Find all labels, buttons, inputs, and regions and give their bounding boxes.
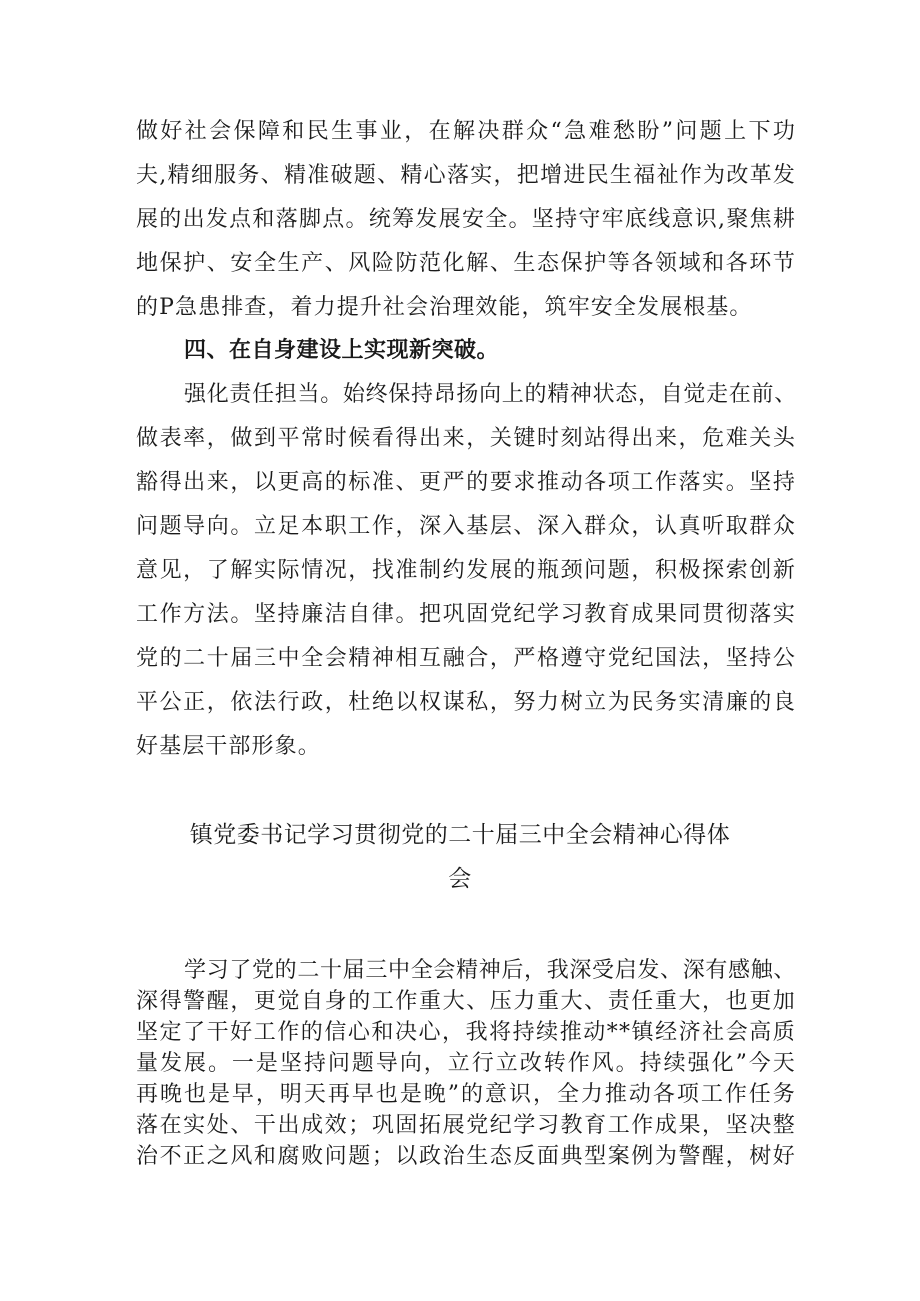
text-line: 治不正之风和腐败问题；以政治生态反面典型案例为警醒，树好 (136, 1144, 796, 1169)
text-line: 落在实处、干出成效；巩固拓展党纪学习教育工作成果，坚决整 (136, 1113, 796, 1138)
text-line: 展的出发点和落脚点。统筹发展安全。坚持守牢底线意识,聚焦耕 (136, 207, 796, 232)
article-title-continued: 会 (448, 866, 472, 892)
text-line: 坚定了干好工作的信心和决心，我将持续推动**镇经济社会高质 (136, 1020, 796, 1045)
text-line: 夫,精细服务、精准破题、精心落实，把增进民生福祉作为改革发 (136, 163, 796, 188)
text-line: 意见，了解实际情况，找准制约发展的瓶颈问题，积极探索创新 (136, 558, 796, 583)
text-line: 的P急患排查，着力提升社会治理效能，筑牢安全发展根基。 (136, 295, 753, 320)
text-line: 工作方法。坚持廉洁自律。把巩固党纪学习教育成果同贯彻落实 (136, 602, 796, 627)
text-line: 平公正，依法行政，杜绝以权谋私，努力树立为民务实清廉的良 (136, 690, 796, 715)
text-line: 好基层干部形象。 (136, 734, 321, 759)
text-line: 豁得出来，以更高的标准、更严的要求推动各项工作落实。坚持 (136, 470, 796, 495)
text-line: 强化责任担当。始终保持昂扬向上的精神状态，自觉走在前、 (184, 382, 797, 407)
text-line: 学习了党的二十届三中全会精神后，我深受启发、深有感触、 (184, 958, 796, 983)
text-line: 量发展。一是坚持问题导向，立行立改转作风。持续强化”今天 (136, 1051, 796, 1076)
text-line: 党的二十届三中全会精神相互融合，严格遵守党纪国法，坚持公 (136, 646, 796, 671)
section-heading: 四、在自身建设上实现新突破。 (184, 338, 500, 363)
article-title: 镇党委书记学习贯彻党的二十届三中全会精神心得体 (189, 822, 731, 848)
text-line: 做好社会保障和民生事业，在解决群众“急难愁盼”问题上下功 (136, 119, 796, 144)
text-line: 问题导向。立足本职工作，深入基层、深入群众，认真听取群众 (136, 514, 796, 539)
text-line: 深得警醒，更觉自身的工作重大、压力重大、责任重大，也更加 (136, 989, 796, 1014)
text-line: 地保护、安全生产、风险防范化解、生态保护等各领域和各环节 (136, 251, 796, 276)
text-line: 做表率，做到平常时候看得出来，关键时刻站得出来，危难关头 (136, 426, 796, 451)
text-line: 再晚也是早，明天再早也是晚”的意识，全力推动各项工作任务 (136, 1082, 796, 1107)
